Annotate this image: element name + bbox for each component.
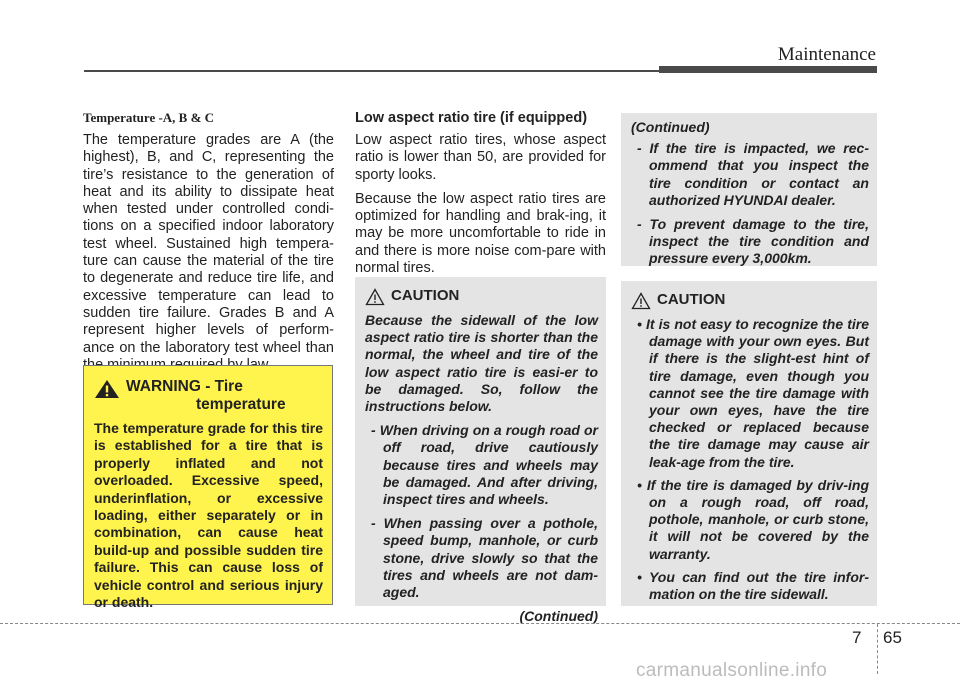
caution-header-middle: [365, 287, 598, 306]
chapter-number: 7: [852, 628, 862, 647]
warning-triangle-icon: [94, 379, 120, 399]
warning-body: The temperature grade for this tire is established for a tire that is properly inflated and not overloaded. Excessive speed, underinflation, or excessive loading, either separately or in combination, can cause heat build-up and possible sudden tire failure. This can cause loss of vehicle control and serious injury or death.: [94, 420, 323, 611]
continued-item-2: - To prevent damage to the tire, inspect the tire condition and pressure every 3,000km.: [637, 216, 869, 267]
warning-header: [94, 378, 323, 414]
column-left: [83, 110, 334, 381]
caution-box-middle: [355, 277, 606, 625]
warning-title-line1: WARNING - Tire: [126, 378, 243, 395]
caution-header-right: [631, 291, 869, 310]
column-middle: [355, 110, 606, 284]
low-aspect-paragraph-1: Low aspect ratio tires, whose aspect ratio is lower than 50, are provided for sporty looks.: [355, 132, 606, 183]
continued-box: [621, 113, 877, 266]
caution-triangle-icon: [365, 288, 385, 306]
caution-middle-intro: Because the sidewall of the low aspect ratio tire is shorter than the normal, the wheel and tire of the low aspect ratio tire is easi-er to be damaged. So, follow the instructions below.: [365, 312, 598, 415]
caution-right-item-2: • If the tire is damaged by driv-ing on a rough road, off road, pothole, manhole, or curb stone, it will not be covered by the warranty.: [637, 476, 869, 562]
page-number: 65: [883, 628, 902, 647]
temperature-paragraph: The temperature grades are A (the highest), B, and C, representing the tire’s resistance to the generation of heat and its ability to dissipate heat when tested under controlled condi-tions on a specified indoor laboratory test wheel. Sustained high tempera-ture can cause the material of the tire to degenerate and reduce tire life, and excessive temperature can lead to sudden tire failure. Grades B and A represent higher levels of perform-ance on the laboratory test wheel than: [83, 132, 334, 356]
continued-item-1: - If the tire is impacted, we rec-ommend that you inspect the tire condition or contact an authorized HYUNDAI dealer.: [637, 140, 869, 208]
low-aspect-paragraph-2: Because the low aspect ratio tires are optimized for handling and brak-ing, it may be more uncomfortable to ride in and there is more noise com-pare with normal tires.: [355, 190, 606, 277]
caution-triangle-icon: [631, 292, 651, 310]
caution-middle-item-1: - When driving on a rough road or off road, drive cautiously because tires and wheels may be damaged. And after driving, inspect tires and wheels.: [371, 422, 598, 508]
caution-box-right: [621, 281, 877, 606]
caution-title-middle: CAUTION: [391, 287, 460, 304]
caution-right-item-3: • You can find out the tire infor-mation on the tire sidewall.: [637, 568, 869, 603]
footer-divider: [877, 624, 878, 674]
caution-middle-item-2: - When passing over a pothole, speed bump, manhole, or curb stone, drive slowly so that the tires and wheels are not dam-aged.: [371, 515, 598, 601]
header-title: Maintenance: [777, 44, 876, 65]
warning-title-line2: temperature: [196, 396, 286, 413]
watermark[interactable]: carmanualsonline.info: [636, 660, 828, 681]
warning-box: [83, 365, 333, 611]
temperature-heading: Temperature -A, B & C: [83, 110, 215, 125]
footer-line: [0, 623, 960, 624]
caution-title-right: CAUTION: [657, 291, 726, 308]
continued-heading: (Continued): [631, 119, 710, 135]
low-aspect-heading: Low aspect ratio tire (if equipped): [355, 110, 588, 126]
header-rule-thick: [659, 66, 877, 73]
caution-middle-continued: (Continued): [519, 608, 598, 625]
warning-title: [126, 378, 286, 414]
caution-right-item-1: • It is not easy to recognize the tire damage with your own eyes. But if there is the slight-est hint of tire damage, even though you cannot see the tire damage with your own eyes, have the tire checked or replaced because the tire damage may cause air leak-age from the tire.: [637, 316, 869, 470]
header-rule-thin: [84, 70, 659, 72]
